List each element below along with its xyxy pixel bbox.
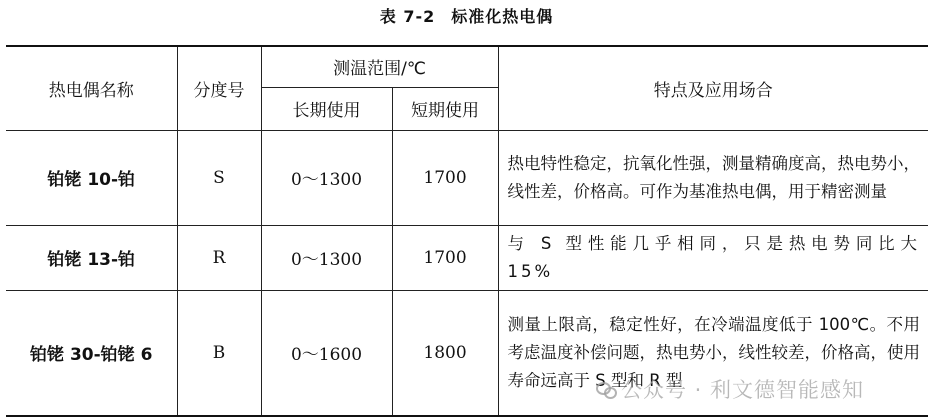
row-short-term: 1700 xyxy=(392,225,498,290)
row-long-term: 0～1300 xyxy=(261,225,392,290)
row-name: 铂铑 30-铂铑 6 xyxy=(6,290,177,416)
table-row xyxy=(6,225,928,290)
row-features: 热电特性稳定，抗氧化性强，测量精确度高，热电势小，线性差，价格高。可作为基准热电偶，用于精密测量 xyxy=(498,130,928,225)
table-title: 标准化热电偶 xyxy=(451,7,554,26)
row-graduation: S xyxy=(177,130,261,225)
header-range-group: 测温范围/℃ xyxy=(261,46,498,87)
row-short-term: 1700 xyxy=(392,130,498,225)
row-features: 与 S 型性能几乎相同，只是热电势同比大 15% xyxy=(498,225,928,290)
header-long-term: 长期使用 xyxy=(261,87,392,130)
watermark-text: 公众号 · 利文德智能感知 xyxy=(621,378,865,402)
row-name: 铂铑 13-铂 xyxy=(6,225,177,290)
table-row xyxy=(6,130,928,225)
row-long-term: 0～1300 xyxy=(261,130,392,225)
row-short-term: 1800 xyxy=(392,290,498,416)
header-name: 热电偶名称 xyxy=(6,46,177,130)
row-graduation: R xyxy=(177,225,261,290)
table-row xyxy=(6,290,928,416)
row-name: 铂铑 10-铂 xyxy=(6,130,177,225)
table-caption xyxy=(0,4,933,27)
header-features: 特点及应用场合 xyxy=(498,46,928,130)
header-short-term: 短期使用 xyxy=(392,87,498,130)
row-long-term: 0～1600 xyxy=(261,290,392,416)
row-features: 测量上限高，稳定性好，在冷端温度低于 100℃。不用考虑温度补偿问题，热电势小，线性较差，价格高，使用寿命远高于 S 型和 R 型 xyxy=(498,290,928,416)
thermocouple-table xyxy=(6,45,928,417)
table-number: 表 7-2 xyxy=(379,7,436,26)
row-graduation: B xyxy=(177,290,261,416)
header-graduation: 分度号 xyxy=(177,46,261,130)
header-row xyxy=(6,46,928,87)
